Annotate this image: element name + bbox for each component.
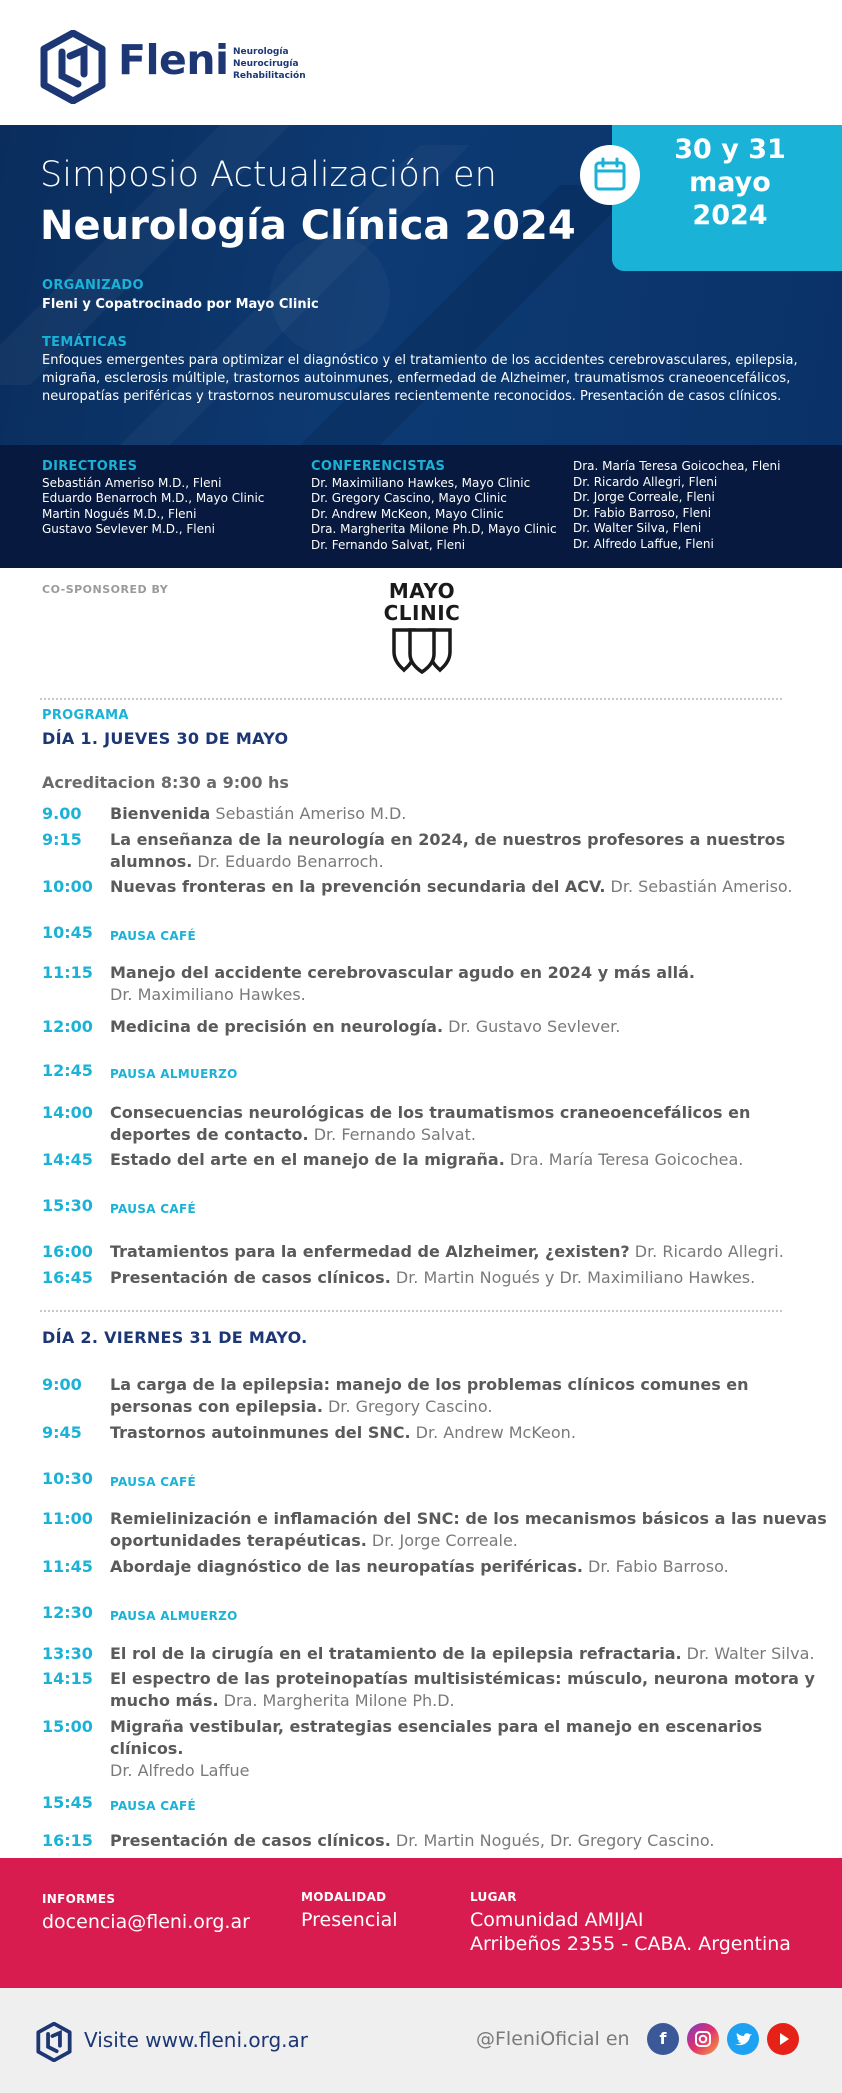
- break-label: PAUSA ALMUERZO: [110, 1067, 238, 1081]
- logo-tagline: [233, 46, 343, 82]
- directors-list: [42, 476, 264, 538]
- schedule-time: 14:15: [42, 1669, 93, 1688]
- schedule-desc: [110, 1102, 830, 1146]
- lugar-address: Arribeños 2355 - CABA. Argentina: [470, 1933, 791, 1955]
- faculty-name: Dra. Margherita Milone Ph.D, Mayo Clinic: [311, 522, 557, 536]
- faculty-name: Dr. Fernando Salvat, Fleni: [311, 537, 466, 552]
- mayo-line-2: CLINIC: [383, 601, 461, 625]
- schedule-time: 13:30: [42, 1644, 93, 1663]
- schedule-desc: [110, 1468, 830, 1491]
- schedule-desc: [110, 1643, 830, 1665]
- schedule-desc: [110, 1792, 830, 1815]
- session-title: Estado del arte en el manejo de la migraña.: [110, 1150, 505, 1169]
- accreditation: Acreditacion 8:30 a 9:00 hs: [42, 773, 289, 792]
- session-title: Bienvenida: [110, 804, 211, 823]
- schedule-time: 9:45: [42, 1423, 82, 1442]
- divider: [40, 698, 782, 700]
- schedule-desc: [110, 1016, 830, 1038]
- session-title: Migraña vestibular, estrategias esenciales para el manejo en escenarios clínicos.: [110, 1717, 763, 1758]
- break-label: PAUSA CAFÉ: [110, 1202, 196, 1216]
- schedule-time: 16:45: [42, 1268, 93, 1287]
- session-title: El rol de la cirugía en el tratamiento de la epilepsia refractaria.: [110, 1644, 682, 1663]
- faculty-name: Gustavo Sevlever M.D., Fleni: [42, 522, 215, 536]
- speakers-column-2: [573, 459, 781, 552]
- twitter-icon[interactable]: [727, 2023, 759, 2055]
- schedule-time: 9:00: [42, 1375, 82, 1394]
- cosponsor-label: CO-SPONSORED BY: [42, 583, 169, 596]
- schedule-desc: [110, 962, 830, 1006]
- session-speaker: Dr. Martin Nogués, Dr. Gregory Cascino.: [390, 1831, 715, 1850]
- schedule-time: 12:45: [42, 1061, 93, 1080]
- session-speaker: Dra. María Teresa Goicochea.: [504, 1150, 744, 1169]
- mayo-line-1: MAYO: [388, 579, 456, 603]
- session-speaker: Dr. Martin Nogués y Dr. Maximiliano Hawkes.: [390, 1268, 756, 1287]
- logo-sub-1: Neurología: [233, 47, 289, 57]
- directors-column: [42, 459, 264, 538]
- faculty-name: Dr. Alfredo Laffue, Fleni: [573, 536, 714, 551]
- schedule-time: 14:00: [42, 1103, 93, 1122]
- faculty-name: Dra. María Teresa Goicochea, Fleni: [573, 459, 781, 473]
- program-header: [42, 708, 802, 748]
- session-speaker: Dr. Fernando Salvat.: [308, 1125, 476, 1144]
- organized-by: [42, 278, 319, 312]
- faculty-name: Dr. Gregory Cascino, Mayo Clinic: [311, 491, 507, 505]
- day-1-heading: DÍA 1. JUEVES 30 DE MAYO: [42, 729, 289, 748]
- lugar-block: [470, 1890, 791, 1956]
- schedule-time: 16:15: [42, 1831, 93, 1850]
- schedule-desc: [110, 1241, 830, 1263]
- modalidad-label: MODALIDAD: [301, 1890, 387, 1904]
- session-title: Nuevas fronteras en la prevención secundaria del ACV.: [110, 877, 606, 896]
- schedule-desc: [110, 1422, 830, 1444]
- info-bar: [0, 1858, 842, 1988]
- calendar-icon: [580, 145, 640, 205]
- schedule-desc: [110, 1374, 830, 1418]
- topics-value: Enfoques emergentes para optimizar el diagnóstico y el tratamiento de los accidentes cerebrovasculares, epilepsia, migraña, esclerosis múltiple, trastornos autoinmunes, enfermedad de Alzheimer, traumatismos craneoencefálicos, neuropatías periféricas y trastornos neuromusculares recientemente reconocidos. Presentación de casos clínicos.: [42, 353, 798, 404]
- lugar-label: LUGAR: [470, 1890, 517, 1904]
- lugar-name: Comunidad AMIJAI: [470, 1909, 644, 1931]
- faculty-name: Dr. Andrew McKeon, Mayo Clinic: [311, 506, 504, 521]
- informes-block: [42, 1892, 250, 1934]
- modalidad-value: Presencial: [301, 1909, 398, 1931]
- schedule-time: 11:15: [42, 963, 93, 982]
- schedule-time: 12:00: [42, 1017, 93, 1036]
- break-label: PAUSA CAFÉ: [110, 1475, 196, 1489]
- schedule-desc: [110, 803, 830, 825]
- faculty-name: Eduardo Benarroch M.D., Mayo Clinic: [42, 491, 265, 505]
- schedule-time: 15:30: [42, 1196, 93, 1215]
- day-2-heading: DÍA 2. VIERNES 31 DE MAYO.: [42, 1328, 308, 1347]
- break-label: PAUSA ALMUERZO: [110, 1609, 238, 1623]
- session-title: La enseñanza de la neurología en 2024, de nuestros profesores a nuestros alumnos.: [110, 830, 786, 871]
- session-speaker: Dr. Gustavo Sevlever.: [443, 1017, 621, 1036]
- schedule-time: 15:45: [42, 1793, 93, 1812]
- schedule-desc: [110, 1716, 830, 1782]
- informes-email[interactable]: docencia@fleni.org.ar: [42, 1911, 250, 1933]
- speakers-label: CONFERENCISTAS: [311, 459, 446, 474]
- break-label: PAUSA CAFÉ: [110, 1799, 196, 1813]
- mayo-clinic-logo: [362, 580, 482, 680]
- faculty-name: Sebastián Ameriso M.D., Fleni: [42, 475, 222, 490]
- faculty-name: Dr. Jorge Correale, Fleni: [573, 490, 715, 504]
- org-value: Fleni y Copatrocinado por Mayo Clinic: [42, 297, 319, 312]
- schedule-desc: [110, 1556, 830, 1578]
- event-date: [660, 133, 800, 232]
- break-label: PAUSA CAFÉ: [110, 929, 196, 943]
- session-title: Remielinización e inflamación del SNC: de los mecanismos básicos a las nuevas oportunidades terapéuticas.: [110, 1509, 827, 1550]
- schedule-time: 15:00: [42, 1717, 93, 1736]
- schedule-desc: [110, 876, 830, 898]
- session-title: Trastornos autoinmunes del SNC.: [110, 1423, 411, 1442]
- speakers-list-1: [311, 476, 557, 554]
- session-title: Manejo del accidente cerebrovascular agudo en 2024 y más allá.: [110, 963, 695, 982]
- schedule-desc: [110, 1149, 830, 1171]
- faculty-name: Dr. Maximiliano Hawkes, Mayo Clinic: [311, 475, 531, 490]
- session-speaker: Dr. Maximiliano Hawkes.: [110, 985, 306, 1004]
- fleni-footer-icon: [36, 2022, 72, 2062]
- schedule-time: 9.00: [42, 804, 82, 823]
- logo-sub-3: Rehabilitación: [233, 71, 306, 81]
- schedule-desc: [110, 1508, 830, 1552]
- date-year: 2024: [692, 200, 768, 231]
- logo-sub-2: Neurocirugía: [233, 59, 299, 69]
- schedule-desc: [110, 922, 830, 945]
- divider: [40, 1310, 782, 1312]
- session-speaker: Dr. Eduardo Benarroch.: [192, 852, 384, 871]
- session-title: La carga de la epilepsia: manejo de los problemas clínicos comunes en personas con epilepsia.: [110, 1375, 749, 1416]
- topics: [42, 335, 800, 406]
- schedule-desc: [110, 1830, 830, 1852]
- faculty-name: Martin Nogués M.D., Fleni: [42, 506, 197, 521]
- session-speaker: Dr. Gregory Cascino.: [322, 1397, 493, 1416]
- title-line-2: Neurología Clínica 2024: [40, 203, 576, 249]
- topics-label: TEMÁTICAS: [42, 335, 128, 350]
- title-line-1: Simposio Actualización en: [40, 155, 497, 195]
- schedule-desc: [110, 1267, 830, 1289]
- faculty-name: Dr. Fabio Barroso, Fleni: [573, 505, 712, 520]
- session-speaker: Dr. Ricardo Allegri.: [629, 1242, 784, 1261]
- session-speaker: Dra. Margherita Milone Ph.D.: [218, 1691, 455, 1710]
- modalidad-block: [301, 1890, 397, 1932]
- session-speaker: Dr. Sebastián Ameriso.: [605, 877, 793, 896]
- mayo-shield-icon: [390, 626, 454, 674]
- session-speaker: Dr. Jorge Correale.: [366, 1531, 518, 1550]
- fleni-logo[interactable]: [40, 30, 340, 104]
- session-title: Presentación de casos clínicos.: [110, 1831, 391, 1850]
- schedule-desc: [110, 829, 830, 873]
- fleni-mark-icon: [40, 30, 106, 104]
- facebook-icon[interactable]: f: [647, 2023, 679, 2055]
- session-speaker: Dr. Andrew McKeon.: [410, 1423, 576, 1442]
- schedule-desc: [110, 1195, 830, 1218]
- schedule-time: 10:00: [42, 877, 93, 896]
- social-handle: @FleniOficial en: [476, 2028, 630, 2050]
- logo-name: Fleni: [118, 36, 229, 84]
- org-label: ORGANIZADO: [42, 278, 144, 293]
- schedule-desc: [110, 1602, 830, 1625]
- footer: [0, 1988, 842, 2093]
- session-title: Tratamientos para la enfermedad de Alzheimer, ¿existen?: [110, 1242, 630, 1261]
- session-speaker: Dr. Walter Silva.: [681, 1644, 815, 1663]
- faculty-name: Dr. Ricardo Allegri, Fleni: [573, 474, 718, 489]
- schedule-time: 14:45: [42, 1150, 93, 1169]
- session-speaker: Sebastián Ameriso M.D.: [210, 804, 407, 823]
- session-speaker: Dr. Alfredo Laffue: [110, 1761, 250, 1780]
- session-speaker: Dr. Fabio Barroso.: [582, 1557, 729, 1576]
- informes-label: INFORMES: [42, 1892, 116, 1906]
- youtube-icon[interactable]: [767, 2023, 799, 2055]
- session-title: El espectro de las proteinopatías multisistémicas: músculo, neurona motora y mucho más.: [110, 1669, 815, 1710]
- schedule-time: 9:15: [42, 830, 82, 849]
- hero-banner: [0, 125, 842, 445]
- schedule-time: 12:30: [42, 1603, 93, 1622]
- speakers-column-1: [311, 459, 557, 553]
- schedule-time: 16:00: [42, 1242, 93, 1261]
- schedule-time: 10:45: [42, 923, 93, 942]
- session-title: Consecuencias neurológicas de los traumatismos craneoencefálicos en deportes de contacto.: [110, 1103, 751, 1144]
- schedule-time: 11:00: [42, 1509, 93, 1528]
- faculty-band: [0, 445, 842, 568]
- header: [0, 0, 842, 125]
- session-title: Medicina de precisión en neurología.: [110, 1017, 444, 1036]
- speakers-list-2: [573, 459, 781, 552]
- program-label: PROGRAMA: [42, 708, 129, 723]
- website-link[interactable]: Visite www.fleni.org.ar: [84, 2028, 309, 2052]
- date-days: 30 y 31: [674, 134, 786, 165]
- session-title: Abordaje diagnóstico de las neuropatías periféricas.: [110, 1557, 583, 1576]
- schedule-desc: [110, 1668, 830, 1712]
- directors-label: DIRECTORES: [42, 459, 138, 474]
- instagram-icon[interactable]: [687, 2023, 719, 2055]
- session-title: Presentación de casos clínicos.: [110, 1268, 391, 1287]
- faculty-name: Dr. Walter Silva, Fleni: [573, 521, 702, 535]
- schedule-time: 10:30: [42, 1469, 93, 1488]
- schedule-time: 11:45: [42, 1557, 93, 1576]
- date-month: mayo: [689, 167, 771, 198]
- schedule-desc: [110, 1060, 830, 1083]
